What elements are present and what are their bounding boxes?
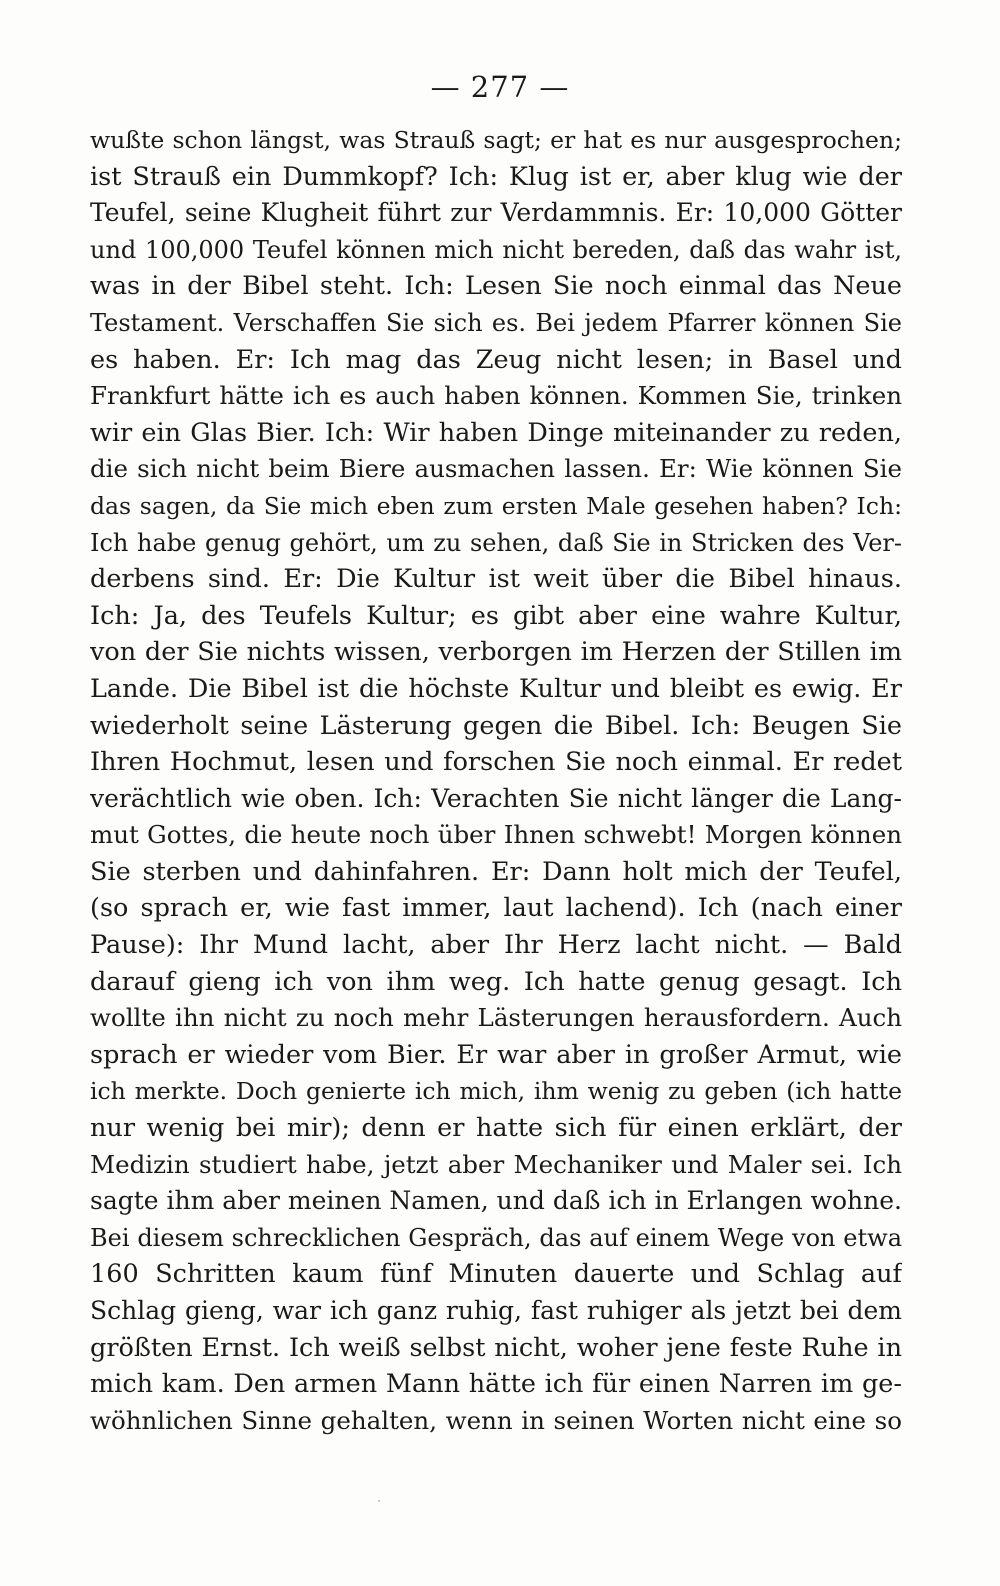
text-line: Bei diesem schrecklichen Gespräch, das auf einem Wege von etwa (90, 1223, 902, 1252)
text-line: sprach er wieder vom Bier. Er war aber in großer Armut, wie (90, 1039, 902, 1070)
text-line: sagte ihm aber meinen Namen, und daß ich in Erlangen wohne. (90, 1186, 902, 1216)
text-line: nur wenig bei mir); denn er hatte sich für einen erklärt, der (90, 1113, 902, 1144)
text-line: die sich nicht beim Biere ausmachen lassen. Er: Wie können Sie (90, 454, 902, 484)
text-line: und 100,000 Teufel können mich nicht bereden, daß das wahr ist, (90, 235, 902, 264)
text-line: wollte ihn nicht zu noch mehr Lästerungen herausfordern. Auch (90, 1003, 902, 1033)
text-line: darauf gieng ich von ihm weg. Ich hatte genug gesagt. Ich (90, 966, 902, 997)
text-line: ist Strauß ein Dummkopf? Ich: Klug ist er, aber klug wie der (90, 161, 902, 192)
text-line: größten Ernst. Ich weiß selbst nicht, woher jene feste Ruhe in (90, 1332, 902, 1363)
text-line: 160 Schritten kaum fünf Minuten dauerte und Schlag auf (90, 1259, 902, 1290)
text-line: es haben. Er: Ich mag das Zeug nicht lesen; in Basel und (90, 344, 902, 375)
text-line: Schlag gieng, war ich ganz ruhig, fast ruhiger als jetzt bei dem (90, 1296, 902, 1325)
text-line: mich kam. Den armen Mann hätte ich für einen Narren im ge- (90, 1369, 902, 1400)
text-line: verächtlich wie oben. Ich: Verachten Sie nicht länger die Lang- (90, 783, 902, 813)
text-line: Pause): Ihr Mund lacht, aber Ihr Herz lacht nicht. — Bald (90, 930, 902, 961)
page-number: — 277 — (430, 70, 570, 104)
text-line: Ich: Ja, des Teufels Kultur; es gibt aber eine wahre Kultur, (90, 600, 902, 631)
text-line: wiederholt seine Lästerung gegen die Bibel. Ich: Beugen Sie (90, 710, 902, 741)
text-line: Teufel, seine Klugheit führt zur Verdammnis. Er: 10,000 Götter (90, 198, 902, 228)
text-line: Ihren Hochmut, lesen und forschen Sie noch einmal. Er redet (90, 747, 902, 778)
text-line: Medizin studiert habe, jetzt aber Mechaniker und Maler sei. Ich (90, 1149, 902, 1179)
text-line: das sagen, da Sie mich eben zum ersten Male gesehen haben? Ich: (90, 491, 902, 520)
paper-speck (378, 1500, 380, 1502)
text-line: was in der Bibel steht. Ich: Lesen Sie noch einmal das Neue (90, 271, 902, 302)
text-line: derbens sind. Er: Die Kultur ist weit über die Bibel hinaus. (90, 564, 902, 595)
text-line: mut Gottes, die heute noch über Ihnen schwebt! Morgen können (90, 820, 902, 850)
text-line: wöhnlichen Sinne gehalten, wenn in seinen Worten nicht eine so (90, 1405, 902, 1435)
text-line: (so sprach er, wie fast immer, laut lachend). Ich (nach einer (90, 893, 902, 924)
text-line: ich merkte. Doch genierte ich mich, ihm wenig zu geben (ich hatte (90, 1077, 902, 1106)
text-line: Lande. Die Bibel ist die höchste Kultur und bleibt es ewig. Er (90, 673, 902, 704)
text-line: Frankfurt hätte ich es auch haben können. Kommen Sie, trinken (90, 381, 902, 411)
text-line: wir ein Glas Bier. Ich: Wir haben Dinge miteinander zu reden, (90, 417, 902, 448)
text-line: Testament. Verschaffen Sie sich es. Bei jedem Pfarrer können Sie (90, 308, 902, 337)
text-line: Sie sterben und dahinfahren. Er: Dann holt mich der Teufel, (90, 856, 902, 887)
text-line: Ich habe genug gehört, um zu sehen, daß Sie in Stricken des Ver- (90, 528, 902, 557)
text-line: von der Sie nichts wissen, verborgen im Herzen der Stillen im (90, 637, 902, 668)
text-line: wußte schon längst, was Strauß sagt; er hat es nur ausgesprochen; (90, 126, 902, 154)
body-text (90, 122, 902, 1439)
